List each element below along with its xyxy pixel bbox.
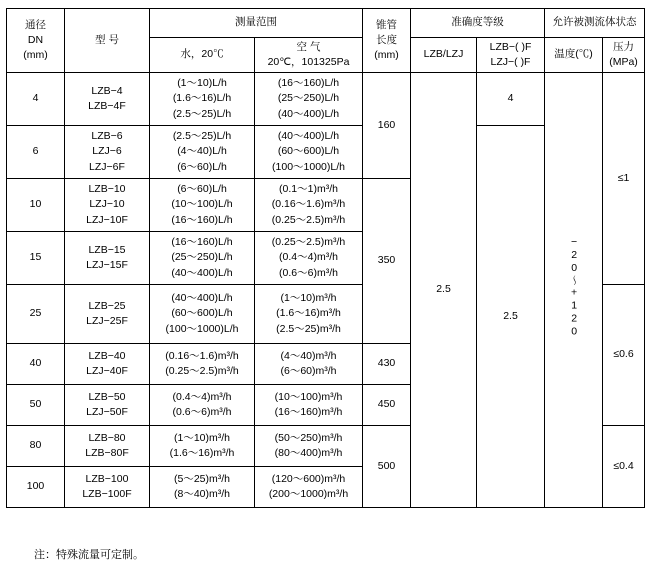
- cell-dn: 6: [7, 126, 65, 179]
- header-pressure: [603, 38, 645, 73]
- cell-dn: 80: [7, 426, 65, 467]
- range-item: (6～60)L/h: [177, 160, 227, 173]
- range-item: (40～400)L/h: [277, 107, 340, 120]
- range-item: (40～400)L/h: [171, 266, 233, 279]
- table-row: [7, 73, 645, 126]
- cell-model: [65, 344, 150, 385]
- cell-range-air: [255, 385, 363, 426]
- range-item: (200～1000)m³/h: [268, 488, 349, 500]
- cell-range-water: [150, 126, 255, 179]
- range-item: (25～250)L/h: [171, 251, 233, 264]
- cell-range-air: [255, 285, 363, 344]
- header-dn-line1: 通径: [25, 18, 46, 31]
- header-cone-line3: (mm): [374, 49, 399, 62]
- model-item: LZB−6: [91, 130, 123, 143]
- range-item: (6～60)m³/h: [280, 365, 337, 377]
- header-cone-line1: 锥管: [376, 18, 397, 31]
- range-item: (50～250)m³/h: [274, 431, 343, 444]
- range-item: (0.16～1.6)m³/h: [271, 198, 346, 211]
- header-temperature: 温度(℃): [545, 38, 603, 73]
- header-dn-line3: (mm): [23, 49, 48, 62]
- range-item: (0.1～1)m³/h: [279, 183, 338, 196]
- cell-accuracy-lzb-lzj: 2.5: [411, 73, 477, 508]
- model-item: LZB−80F: [85, 447, 129, 459]
- header-dn: [7, 9, 65, 73]
- cell-model: [65, 126, 150, 179]
- cell-model: [65, 285, 150, 344]
- table-header-row-1: [7, 9, 645, 38]
- cell-range-air: [255, 73, 363, 126]
- cell-accuracy-f-bottom: 2.5: [477, 126, 545, 508]
- cell-accuracy-f-top: 4: [477, 73, 545, 126]
- header-range-air-line1: 空 气: [296, 40, 321, 53]
- range-item: (0.25～2.5)m³/h: [271, 236, 346, 249]
- header-measuring-range: 测量范围: [150, 9, 363, 38]
- cell-pressure: ≤0.6: [603, 285, 645, 426]
- header-pressure-line2: (MPa): [609, 56, 638, 68]
- header-accuracy-f-line1: LZB−( )F: [489, 40, 532, 53]
- cell-model: [65, 232, 150, 285]
- range-item: (40～400)L/h: [277, 130, 340, 143]
- cell-range-water: [150, 73, 255, 126]
- cell-cone-length: 450: [363, 385, 411, 426]
- header-pressure-line1: 压力: [613, 40, 634, 53]
- cell-model: [65, 467, 150, 508]
- cell-cone-length: 350: [363, 179, 411, 344]
- model-item: LZJ−15F: [86, 259, 128, 271]
- spec-sheet: [0, 8, 650, 572]
- cell-dn: 100: [7, 467, 65, 508]
- cell-range-air: [255, 232, 363, 285]
- cell-model: [65, 385, 150, 426]
- range-item: (2.5～25)m³/h: [276, 322, 341, 335]
- range-item: (80～400)m³/h: [274, 447, 343, 459]
- cell-cone-length: 500: [363, 426, 411, 508]
- range-item: (0.6～6)m³/h: [279, 266, 338, 279]
- cell-range-water: [150, 232, 255, 285]
- cell-dn: 15: [7, 232, 65, 285]
- model-item: LZB−15: [88, 243, 126, 256]
- range-item: (1.6～16)m³/h: [169, 447, 235, 459]
- cell-cone-length: 430: [363, 344, 411, 385]
- model-item: LZB−10: [88, 183, 126, 196]
- cell-dn: 50: [7, 385, 65, 426]
- range-item: (0.25～2.5)m³/h: [271, 213, 346, 226]
- model-item: LZB−50: [88, 390, 126, 403]
- cell-cone-length: 160: [363, 73, 411, 179]
- cell-temperature: [545, 73, 603, 508]
- range-item: (1.6～16)m³/h: [276, 307, 341, 320]
- range-item: (25～250)L/h: [277, 92, 340, 105]
- range-item: (1.6～16)L/h: [172, 92, 232, 105]
- header-range-water: 水，20℃: [150, 38, 255, 73]
- header-fluid-state: 允许被测流体状态: [545, 9, 645, 38]
- range-item: (16～160)L/h: [171, 213, 233, 226]
- range-item: (6～60)L/h: [177, 183, 227, 196]
- footnote: 注：特殊流量可定制。: [34, 549, 144, 561]
- cell-pressure: ≤0.4: [603, 426, 645, 508]
- range-item: (0.4～4)m³/h: [279, 251, 338, 264]
- range-item: (100～1000)L/h: [165, 322, 239, 335]
- header-dn-line2: DN: [27, 33, 44, 46]
- model-item: LZB−4: [91, 84, 123, 97]
- model-item: LZJ−10F: [86, 213, 128, 226]
- cell-range-air: [255, 426, 363, 467]
- header-model: 型 号: [65, 9, 150, 73]
- model-item: LZJ−50F: [86, 406, 128, 418]
- model-item: LZJ−6F: [89, 160, 125, 173]
- model-item: LZB−25: [88, 299, 126, 312]
- range-item: (1～10)m³/h: [280, 292, 337, 305]
- header-range-air: [255, 38, 363, 73]
- cell-model: [65, 179, 150, 232]
- range-item: (0.6～6)m³/h: [172, 406, 232, 418]
- header-accuracy-f: [477, 38, 545, 73]
- model-item: LZB−100F: [82, 488, 132, 500]
- range-item: (40～400)L/h: [171, 292, 233, 305]
- header-cone-line2: 长度: [376, 33, 397, 46]
- range-item: (16～160)L/h: [277, 77, 340, 90]
- cell-dn: 10: [7, 179, 65, 232]
- model-item: LZB−100: [85, 472, 129, 485]
- header-accuracy-f-line2: LZJ−( )F: [490, 56, 531, 68]
- cell-dn: 4: [7, 73, 65, 126]
- range-item: (2.5～25)L/h: [172, 130, 232, 143]
- range-item: (4～40)m³/h: [280, 349, 337, 362]
- header-accuracy-lzb-lzj: LZB/LZJ: [411, 38, 477, 73]
- range-item: (8～40)m³/h: [173, 488, 230, 500]
- cell-range-water: [150, 467, 255, 508]
- specification-table: [6, 8, 645, 508]
- cell-range-water: [150, 285, 255, 344]
- model-item: LZB−40: [88, 349, 126, 362]
- model-item: LZB−80: [88, 431, 126, 444]
- cell-model: [65, 426, 150, 467]
- model-item: LZJ−25F: [86, 315, 128, 327]
- cell-dn: 25: [7, 285, 65, 344]
- range-item: (16～160)L/h: [171, 236, 233, 249]
- range-item: (10～100)m³/h: [274, 390, 343, 403]
- model-item: LZJ−6: [92, 145, 122, 158]
- range-item: (4～40)L/h: [177, 145, 227, 158]
- range-item: (1～10)m³/h: [173, 431, 230, 444]
- cell-range-air: [255, 344, 363, 385]
- cell-dn: 40: [7, 344, 65, 385]
- cell-range-air: [255, 126, 363, 179]
- range-item: (100～1000)L/h: [272, 160, 345, 173]
- cell-range-air: [255, 467, 363, 508]
- header-accuracy-grade: 准确度等级: [411, 9, 545, 38]
- range-item: (60～600)L/h: [171, 307, 233, 320]
- cell-model: [65, 73, 150, 126]
- cell-range-water: [150, 344, 255, 385]
- range-item: (10～100)L/h: [171, 198, 233, 211]
- range-item: (0.25～2.5)m³/h: [165, 365, 239, 377]
- model-item: LZJ−10: [89, 198, 125, 211]
- range-item: (0.4～4)m³/h: [172, 390, 232, 403]
- model-item: LZJ−40F: [86, 365, 128, 377]
- cell-range-water: [150, 426, 255, 467]
- model-item: LZB−4F: [88, 100, 126, 112]
- range-item: (120～600)m³/h: [271, 472, 346, 485]
- range-item: (1～10)L/h: [177, 77, 227, 90]
- cell-range-water: [150, 385, 255, 426]
- header-range-air-line2: 20℃，101325Pa: [267, 56, 350, 68]
- range-item: (0.16～1.6)m³/h: [165, 349, 239, 362]
- cell-range-air: [255, 179, 363, 232]
- temperature-value: −20～+120: [568, 236, 581, 339]
- range-item: (2.5～25)L/h: [172, 107, 232, 120]
- cell-range-water: [150, 179, 255, 232]
- range-item: (16～160)m³/h: [274, 406, 343, 418]
- range-item: (5～25)m³/h: [173, 472, 230, 485]
- range-item: (60～600)L/h: [277, 145, 340, 158]
- cell-pressure: ≤1: [603, 73, 645, 285]
- header-cone-length: [363, 9, 411, 73]
